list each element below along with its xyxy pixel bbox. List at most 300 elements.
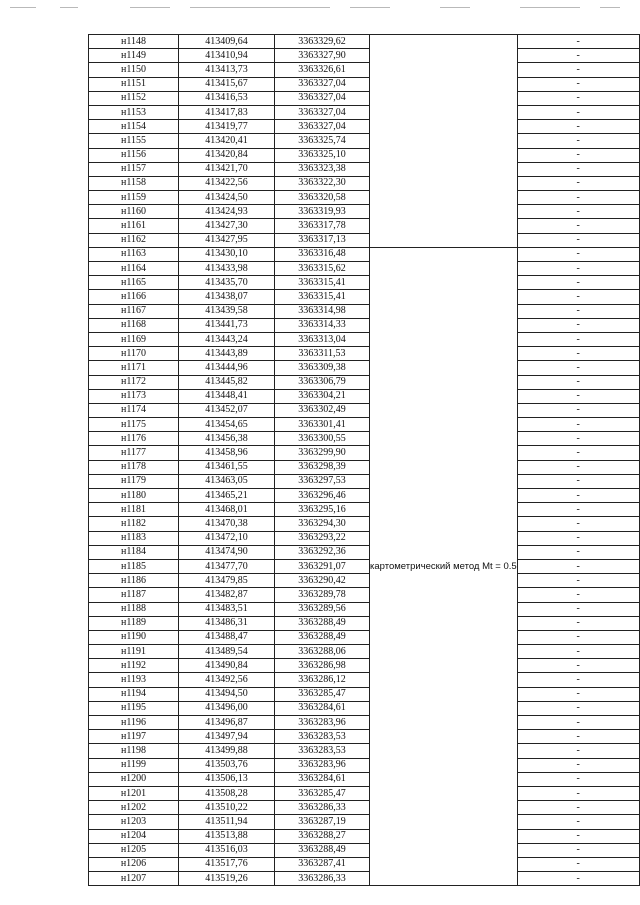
table-row <box>89 559 640 573</box>
table-row <box>89 687 640 701</box>
note-cell: - <box>517 786 639 800</box>
point-id-cell: н1189 <box>89 616 179 630</box>
table-row <box>89 49 640 63</box>
point-id-cell: н1154 <box>89 120 179 134</box>
y-coordinate-cell: 3363289,56 <box>275 602 370 616</box>
table-row <box>89 361 640 375</box>
y-coordinate-cell: 3363304,21 <box>275 389 370 403</box>
x-coordinate-cell: 413452,07 <box>179 403 275 417</box>
note-cell: - <box>517 744 639 758</box>
x-coordinate-cell: 413494,50 <box>179 687 275 701</box>
y-coordinate-cell: 3363288,49 <box>275 616 370 630</box>
point-id-cell: н1197 <box>89 730 179 744</box>
y-coordinate-cell: 3363311,53 <box>275 347 370 361</box>
y-coordinate-cell: 3363286,12 <box>275 673 370 687</box>
note-cell: - <box>517 531 639 545</box>
point-id-cell: н1199 <box>89 758 179 772</box>
method-cell-empty <box>370 35 518 248</box>
table-row <box>89 460 640 474</box>
table-row <box>89 276 640 290</box>
x-coordinate-cell: 413474,90 <box>179 545 275 559</box>
x-coordinate-cell: 413416,53 <box>179 91 275 105</box>
point-id-cell: н1173 <box>89 389 179 403</box>
x-coordinate-cell: 413424,93 <box>179 205 275 219</box>
x-coordinate-cell: 413417,83 <box>179 105 275 119</box>
x-coordinate-cell: 413488,47 <box>179 630 275 644</box>
method-cell: картометрический метод Mt = 0.5 <box>370 247 518 885</box>
point-id-cell: н1179 <box>89 474 179 488</box>
point-id-cell: н1168 <box>89 318 179 332</box>
x-coordinate-cell: 413410,94 <box>179 49 275 63</box>
note-cell: - <box>517 403 639 417</box>
point-id-cell: н1187 <box>89 588 179 602</box>
table-row <box>89 176 640 190</box>
point-id-cell: н1180 <box>89 489 179 503</box>
y-coordinate-cell: 3363289,78 <box>275 588 370 602</box>
point-id-cell: н1200 <box>89 772 179 786</box>
table-row <box>89 446 640 460</box>
note-cell: - <box>517 616 639 630</box>
point-id-cell: н1194 <box>89 687 179 701</box>
note-cell: - <box>517 559 639 573</box>
point-id-cell: н1149 <box>89 49 179 63</box>
point-id-cell: н1151 <box>89 77 179 91</box>
note-cell: - <box>517 815 639 829</box>
table-row <box>89 786 640 800</box>
note-cell: - <box>517 290 639 304</box>
x-coordinate-cell: 413510,22 <box>179 801 275 815</box>
y-coordinate-cell: 3363299,90 <box>275 446 370 460</box>
x-coordinate-cell: 413468,01 <box>179 503 275 517</box>
y-coordinate-cell: 3363306,79 <box>275 375 370 389</box>
point-id-cell: н1193 <box>89 673 179 687</box>
x-coordinate-cell: 413458,96 <box>179 446 275 460</box>
note-cell: - <box>517 148 639 162</box>
y-coordinate-cell: 3363320,58 <box>275 191 370 205</box>
y-coordinate-cell: 3363309,38 <box>275 361 370 375</box>
x-coordinate-cell: 413413,73 <box>179 63 275 77</box>
x-coordinate-cell: 413517,76 <box>179 857 275 871</box>
note-cell: - <box>517 758 639 772</box>
note-cell: - <box>517 460 639 474</box>
table-row <box>89 233 640 247</box>
point-id-cell: н1192 <box>89 659 179 673</box>
x-coordinate-cell: 413511,94 <box>179 815 275 829</box>
x-coordinate-cell: 413444,96 <box>179 361 275 375</box>
y-coordinate-cell: 3363288,27 <box>275 829 370 843</box>
table-row <box>89 290 640 304</box>
note-cell: - <box>517 772 639 786</box>
x-coordinate-cell: 413430,10 <box>179 247 275 261</box>
table-row <box>89 545 640 559</box>
note-cell: - <box>517 49 639 63</box>
table-row <box>89 418 640 432</box>
y-coordinate-cell: 3363298,39 <box>275 460 370 474</box>
table-row <box>89 120 640 134</box>
table-row <box>89 701 640 715</box>
x-coordinate-cell: 413489,54 <box>179 645 275 659</box>
point-id-cell: н1182 <box>89 517 179 531</box>
point-id-cell: н1171 <box>89 361 179 375</box>
x-coordinate-cell: 413477,70 <box>179 559 275 573</box>
point-id-cell: н1169 <box>89 332 179 346</box>
table-row <box>89 744 640 758</box>
y-coordinate-cell: 3363326,61 <box>275 63 370 77</box>
coordinates-table <box>88 34 640 886</box>
point-id-cell: н1165 <box>89 276 179 290</box>
table-row <box>89 772 640 786</box>
point-id-cell: н1156 <box>89 148 179 162</box>
point-id-cell: н1161 <box>89 219 179 233</box>
table-row <box>89 389 640 403</box>
y-coordinate-cell: 3363327,04 <box>275 120 370 134</box>
y-coordinate-cell: 3363327,04 <box>275 105 370 119</box>
note-cell: - <box>517 347 639 361</box>
table-row <box>89 332 640 346</box>
point-id-cell: н1157 <box>89 162 179 176</box>
point-id-cell: н1188 <box>89 602 179 616</box>
table-row <box>89 815 640 829</box>
y-coordinate-cell: 3363288,06 <box>275 645 370 659</box>
point-id-cell: н1176 <box>89 432 179 446</box>
table-row <box>89 843 640 857</box>
point-id-cell: н1181 <box>89 503 179 517</box>
table-row <box>89 262 640 276</box>
table-row <box>89 219 640 233</box>
note-cell: - <box>517 843 639 857</box>
point-id-cell: н1175 <box>89 418 179 432</box>
x-coordinate-cell: 413483,51 <box>179 602 275 616</box>
x-coordinate-cell: 413456,38 <box>179 432 275 446</box>
y-coordinate-cell: 3363293,22 <box>275 531 370 545</box>
table-row <box>89 403 640 417</box>
note-cell: - <box>517 120 639 134</box>
note-cell: - <box>517 801 639 815</box>
point-id-cell: н1196 <box>89 716 179 730</box>
y-coordinate-cell: 3363286,98 <box>275 659 370 673</box>
note-cell: - <box>517 701 639 715</box>
note-cell: - <box>517 630 639 644</box>
y-coordinate-cell: 3363327,04 <box>275 77 370 91</box>
y-coordinate-cell: 3363325,74 <box>275 134 370 148</box>
y-coordinate-cell: 3363288,49 <box>275 630 370 644</box>
x-coordinate-cell: 413448,41 <box>179 389 275 403</box>
y-coordinate-cell: 3363283,53 <box>275 744 370 758</box>
note-cell: - <box>517 77 639 91</box>
x-coordinate-cell: 413472,10 <box>179 531 275 545</box>
point-id-cell: н1172 <box>89 375 179 389</box>
note-cell: - <box>517 205 639 219</box>
y-coordinate-cell: 3363322,30 <box>275 176 370 190</box>
table-row <box>89 105 640 119</box>
point-id-cell: н1163 <box>89 247 179 261</box>
note-cell: - <box>517 545 639 559</box>
page-header-scan-marks <box>0 0 640 14</box>
point-id-cell: н1153 <box>89 105 179 119</box>
note-cell: - <box>517 91 639 105</box>
x-coordinate-cell: 413463,05 <box>179 474 275 488</box>
point-id-cell: н1164 <box>89 262 179 276</box>
table-row <box>89 588 640 602</box>
note-cell: - <box>517 673 639 687</box>
table-row <box>89 304 640 318</box>
table-row <box>89 730 640 744</box>
y-coordinate-cell: 3363290,42 <box>275 574 370 588</box>
point-id-cell: н1177 <box>89 446 179 460</box>
table-row <box>89 872 640 886</box>
x-coordinate-cell: 413427,95 <box>179 233 275 247</box>
x-coordinate-cell: 413443,89 <box>179 347 275 361</box>
point-id-cell: н1178 <box>89 460 179 474</box>
table-row <box>89 758 640 772</box>
x-coordinate-cell: 413420,84 <box>179 148 275 162</box>
y-coordinate-cell: 3363314,98 <box>275 304 370 318</box>
x-coordinate-cell: 413424,50 <box>179 191 275 205</box>
table-row <box>89 531 640 545</box>
y-coordinate-cell: 3363283,96 <box>275 716 370 730</box>
y-coordinate-cell: 3363286,33 <box>275 872 370 886</box>
note-cell: - <box>517 432 639 446</box>
table-row <box>89 375 640 389</box>
note-cell: - <box>517 361 639 375</box>
table-row <box>89 857 640 871</box>
x-coordinate-cell: 413454,65 <box>179 418 275 432</box>
note-cell: - <box>517 332 639 346</box>
note-cell: - <box>517 517 639 531</box>
point-id-cell: н1174 <box>89 403 179 417</box>
note-cell: - <box>517 219 639 233</box>
note-cell: - <box>517 162 639 176</box>
note-cell: - <box>517 730 639 744</box>
y-coordinate-cell: 3363315,62 <box>275 262 370 276</box>
note-cell: - <box>517 687 639 701</box>
table-row <box>89 602 640 616</box>
y-coordinate-cell: 3363317,13 <box>275 233 370 247</box>
note-cell: - <box>517 645 639 659</box>
note-cell: - <box>517 304 639 318</box>
y-coordinate-cell: 3363316,48 <box>275 247 370 261</box>
note-cell: - <box>517 829 639 843</box>
x-coordinate-cell: 413441,73 <box>179 318 275 332</box>
point-id-cell: н1206 <box>89 857 179 871</box>
y-coordinate-cell: 3363291,07 <box>275 559 370 573</box>
note-cell: - <box>517 105 639 119</box>
x-coordinate-cell: 413508,28 <box>179 786 275 800</box>
table-row <box>89 503 640 517</box>
y-coordinate-cell: 3363283,53 <box>275 730 370 744</box>
note-cell: - <box>517 134 639 148</box>
point-id-cell: н1191 <box>89 645 179 659</box>
x-coordinate-cell: 413433,98 <box>179 262 275 276</box>
y-coordinate-cell: 3363315,41 <box>275 290 370 304</box>
y-coordinate-cell: 3363327,04 <box>275 91 370 105</box>
y-coordinate-cell: 3363325,10 <box>275 148 370 162</box>
x-coordinate-cell: 413427,30 <box>179 219 275 233</box>
y-coordinate-cell: 3363283,96 <box>275 758 370 772</box>
table-row <box>89 829 640 843</box>
y-coordinate-cell: 3363313,04 <box>275 332 370 346</box>
y-coordinate-cell: 3363317,78 <box>275 219 370 233</box>
x-coordinate-cell: 413422,56 <box>179 176 275 190</box>
table-row <box>89 474 640 488</box>
point-id-cell: н1166 <box>89 290 179 304</box>
point-id-cell: н1167 <box>89 304 179 318</box>
note-cell: - <box>517 872 639 886</box>
note-cell: - <box>517 389 639 403</box>
y-coordinate-cell: 3363284,61 <box>275 701 370 715</box>
x-coordinate-cell: 413438,07 <box>179 290 275 304</box>
note-cell: - <box>517 574 639 588</box>
note-cell: - <box>517 588 639 602</box>
table-row <box>89 347 640 361</box>
x-coordinate-cell: 413419,77 <box>179 120 275 134</box>
y-coordinate-cell: 3363286,33 <box>275 801 370 815</box>
x-coordinate-cell: 413415,67 <box>179 77 275 91</box>
table-row <box>89 318 640 332</box>
y-coordinate-cell: 3363292,36 <box>275 545 370 559</box>
table-row <box>89 35 640 49</box>
table-row <box>89 673 640 687</box>
point-id-cell: н1186 <box>89 574 179 588</box>
x-coordinate-cell: 413503,76 <box>179 758 275 772</box>
table-row <box>89 191 640 205</box>
x-coordinate-cell: 413421,70 <box>179 162 275 176</box>
table-row <box>89 659 640 673</box>
x-coordinate-cell: 413496,87 <box>179 716 275 730</box>
x-coordinate-cell: 413479,85 <box>179 574 275 588</box>
note-cell: - <box>517 659 639 673</box>
y-coordinate-cell: 3363327,90 <box>275 49 370 63</box>
table-row <box>89 517 640 531</box>
note-cell: - <box>517 418 639 432</box>
y-coordinate-cell: 3363314,33 <box>275 318 370 332</box>
x-coordinate-cell: 413445,82 <box>179 375 275 389</box>
point-id-cell: н1203 <box>89 815 179 829</box>
y-coordinate-cell: 3363297,53 <box>275 474 370 488</box>
point-id-cell: н1184 <box>89 545 179 559</box>
coordinates-table-body <box>89 35 640 886</box>
table-row <box>89 432 640 446</box>
x-coordinate-cell: 413439,58 <box>179 304 275 318</box>
note-cell: - <box>517 233 639 247</box>
point-id-cell: н1201 <box>89 786 179 800</box>
note-cell: - <box>517 191 639 205</box>
y-coordinate-cell: 3363285,47 <box>275 687 370 701</box>
table-row <box>89 574 640 588</box>
point-id-cell: н1198 <box>89 744 179 758</box>
y-coordinate-cell: 3363287,41 <box>275 857 370 871</box>
table-row <box>89 91 640 105</box>
table-row <box>89 77 640 91</box>
x-coordinate-cell: 413435,70 <box>179 276 275 290</box>
y-coordinate-cell: 3363295,16 <box>275 503 370 517</box>
table-row <box>89 205 640 219</box>
x-coordinate-cell: 413519,26 <box>179 872 275 886</box>
x-coordinate-cell: 413497,94 <box>179 730 275 744</box>
point-id-cell: н1170 <box>89 347 179 361</box>
x-coordinate-cell: 413420,41 <box>179 134 275 148</box>
y-coordinate-cell: 3363329,62 <box>275 35 370 49</box>
note-cell: - <box>517 489 639 503</box>
x-coordinate-cell: 413461,55 <box>179 460 275 474</box>
y-coordinate-cell: 3363296,46 <box>275 489 370 503</box>
point-id-cell: н1204 <box>89 829 179 843</box>
note-cell: - <box>517 318 639 332</box>
point-id-cell: н1158 <box>89 176 179 190</box>
x-coordinate-cell: 413490,84 <box>179 659 275 673</box>
note-cell: - <box>517 375 639 389</box>
note-cell: - <box>517 276 639 290</box>
table-row <box>89 162 640 176</box>
x-coordinate-cell: 413486,31 <box>179 616 275 630</box>
y-coordinate-cell: 3363288,49 <box>275 843 370 857</box>
point-id-cell: н1148 <box>89 35 179 49</box>
y-coordinate-cell: 3363323,38 <box>275 162 370 176</box>
y-coordinate-cell: 3363284,61 <box>275 772 370 786</box>
x-coordinate-cell: 413482,87 <box>179 588 275 602</box>
note-cell: - <box>517 247 639 261</box>
y-coordinate-cell: 3363294,30 <box>275 517 370 531</box>
y-coordinate-cell: 3363301,41 <box>275 418 370 432</box>
x-coordinate-cell: 413492,56 <box>179 673 275 687</box>
x-coordinate-cell: 413443,24 <box>179 332 275 346</box>
table-row <box>89 630 640 644</box>
point-id-cell: н1202 <box>89 801 179 815</box>
table-row <box>89 247 640 261</box>
note-cell: - <box>517 503 639 517</box>
table-row <box>89 616 640 630</box>
point-id-cell: н1190 <box>89 630 179 644</box>
table-row <box>89 489 640 503</box>
table-row <box>89 645 640 659</box>
x-coordinate-cell: 413516,03 <box>179 843 275 857</box>
note-cell: - <box>517 63 639 77</box>
point-id-cell: н1162 <box>89 233 179 247</box>
point-id-cell: н1195 <box>89 701 179 715</box>
note-cell: - <box>517 474 639 488</box>
point-id-cell: н1150 <box>89 63 179 77</box>
note-cell: - <box>517 602 639 616</box>
table-row <box>89 148 640 162</box>
y-coordinate-cell: 3363285,47 <box>275 786 370 800</box>
y-coordinate-cell: 3363302,49 <box>275 403 370 417</box>
note-cell: - <box>517 716 639 730</box>
table-row <box>89 716 640 730</box>
note-cell: - <box>517 857 639 871</box>
note-cell: - <box>517 446 639 460</box>
x-coordinate-cell: 413496,00 <box>179 701 275 715</box>
point-id-cell: н1207 <box>89 872 179 886</box>
y-coordinate-cell: 3363300,55 <box>275 432 370 446</box>
x-coordinate-cell: 413499,88 <box>179 744 275 758</box>
y-coordinate-cell: 3363315,41 <box>275 276 370 290</box>
note-cell: - <box>517 176 639 190</box>
point-id-cell: н1205 <box>89 843 179 857</box>
point-id-cell: н1185 <box>89 559 179 573</box>
y-coordinate-cell: 3363319,93 <box>275 205 370 219</box>
point-id-cell: н1152 <box>89 91 179 105</box>
note-cell: - <box>517 35 639 49</box>
point-id-cell: н1183 <box>89 531 179 545</box>
note-cell: - <box>517 262 639 276</box>
table-row <box>89 63 640 77</box>
point-id-cell: н1160 <box>89 205 179 219</box>
x-coordinate-cell: 413506,13 <box>179 772 275 786</box>
point-id-cell: н1155 <box>89 134 179 148</box>
x-coordinate-cell: 413465,21 <box>179 489 275 503</box>
x-coordinate-cell: 413470,38 <box>179 517 275 531</box>
table-row <box>89 134 640 148</box>
